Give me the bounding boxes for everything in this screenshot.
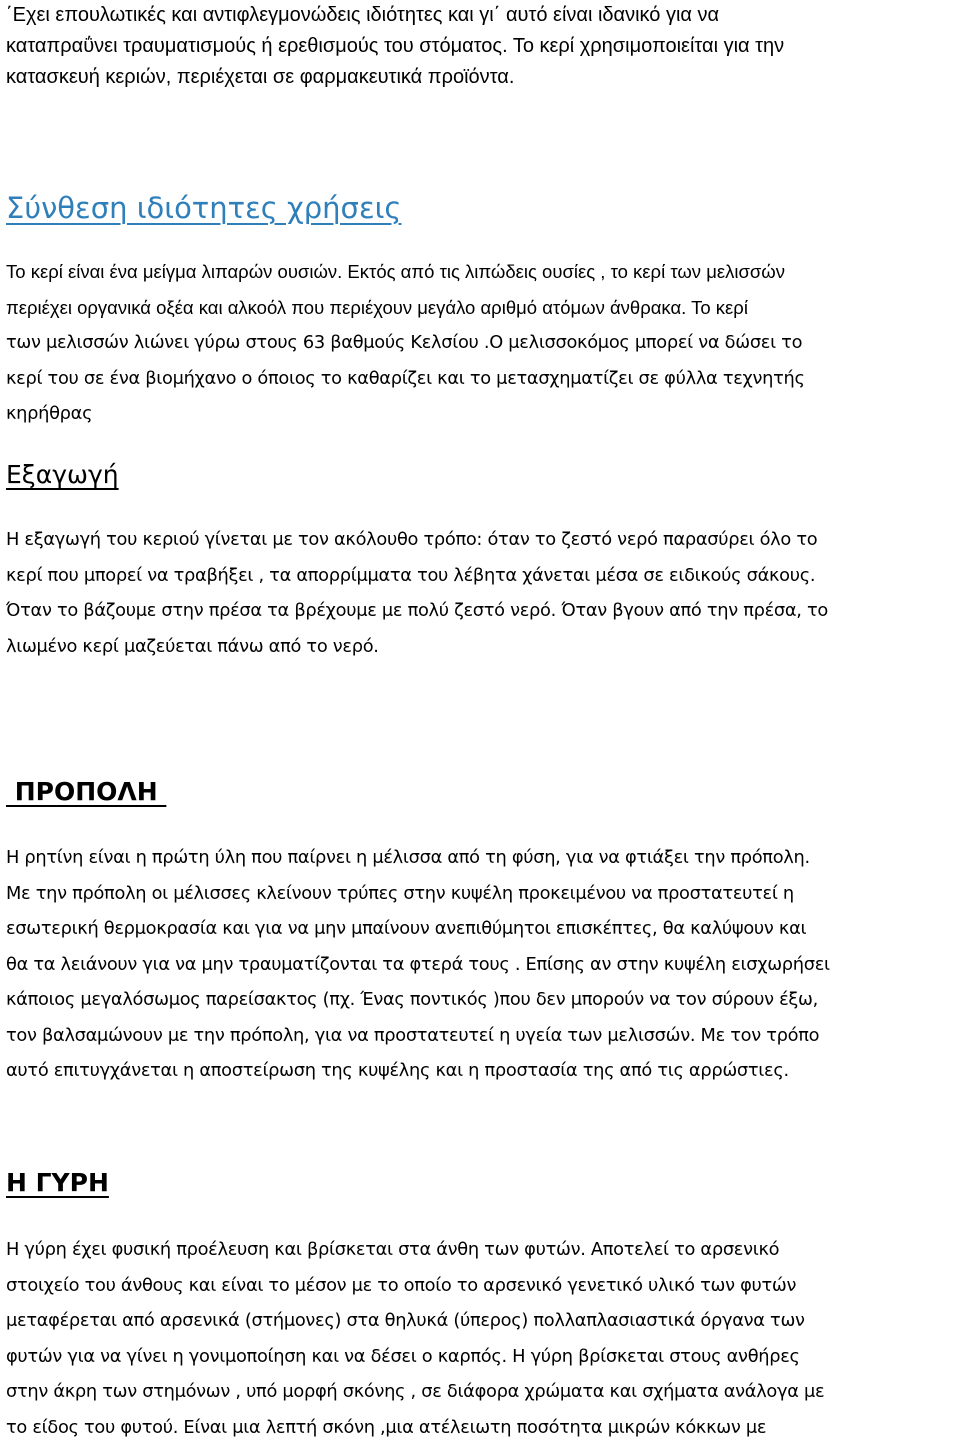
section-heading-extraction: Εξαγωγή [6,456,119,494]
intro-line: ΄Εχει επουλωτικές και αντιφλεγμονώδεις ιδιότητες και γι΄ αυτό είναι ιδανικό για να [6,0,956,31]
paragraph-line: Η ρητίνη είναι η πρώτη ύλη που παίρνει η μέλισσα από τη φύση, για να φτιάξει την πρόπολη. [6,840,960,876]
propolis-paragraph [6,840,960,1089]
paragraph-line: κερί που μπορεί να τραβήξει , τα απορρίμματα του λέβητα χάνεται μέσα σε ειδικούς σάκους. [6,558,960,594]
paragraph-line: κηρήθρας [6,396,960,432]
paragraph-line: τον βαλσαμώνουν με την πρόπολη, για να προστατευτεί η υγεία των μελισσών. Με τον τρόπο [6,1018,960,1054]
section-heading-pollen: Η ΓΥΡΗ [6,1164,109,1202]
paragraph-line: φυτών για να γίνει η γονιμοποίηση και να δέσει ο καρπός. Η γύρη βρίσκεται στους ανθήρες [6,1339,960,1375]
paragraph-line: το είδος του φυτού. Είναι μια λεπτή σκόνη ,μια ατέλειωτη ποσότητα μικρών κόκκων με [6,1410,960,1445]
paragraph-line: των μελισσών λιώνει γύρω στους 63 βαθμούς Κελσίου .Ο μελισσοκόμος μπορεί να δώσει το [6,325,960,361]
synthesis-paragraph [6,254,960,432]
paragraph-line: μεταφέρεται από αρσενικά (στήμονες) στα θηλυκά (ύπερος) πολλαπλασιαστικά όργανα των [6,1303,960,1339]
section-heading-propolis: ΠΡΟΠΟΛΗ [6,773,166,811]
paragraph-line: κάποιος μεγαλόσωμος παρείσακτος (πχ. Ένας ποντικός )που δεν μπορούν να τον σύρουν έξω, [6,982,960,1018]
paragraph-line: αυτό επιτυγχάνεται η αποστείρωση της κυψέλης και η προστασία της από τις αρρώστιες. [6,1053,960,1089]
paragraph-line: Η γύρη έχει φυσική προέλευση και βρίσκεται στα άνθη των φυτών. Αποτελεί το αρσενικό [6,1232,960,1268]
paragraph-line: Η εξαγωγή του κεριού γίνεται με τον ακόλουθο τρόπο: όταν το ζεστό νερό παρασύρει όλο το [6,522,960,558]
section-heading-synthesis: Σύνθεση ιδιότητες χρήσεις [6,186,401,230]
paragraph-line: Το κερί είναι ένα μείγμα λιπαρών ουσιών. Εκτός από τις λιπώδεις ουσίες , το κερί των μελισσών [6,254,960,290]
intro-line: κατασκευή κεριών, περιέχεται σε φαρμακευτικά προϊόντα. [6,62,956,93]
paragraph-line: θα τα λειάνουν για να μην τραυματίζονται τα φτερά τους . Επίσης αν στην κυψέλη εισχωρήσει [6,947,960,983]
paragraph-line: κερί του σε ένα βιομήχανο ο όποιος το καθαρίζει και το μετασχηματίζει σε φύλλα τεχνητής [6,361,960,397]
paragraph-line: Όταν το βάζουμε στην πρέσα τα βρέχουμε με πολύ ζεστό νερό. Όταν βγουν από την πρέσα, το [6,593,960,629]
intro-paragraph [6,0,956,93]
extraction-paragraph [6,522,960,664]
paragraph-line: λιωμένο κερί μαζεύεται πάνω από το νερό. [6,629,960,665]
paragraph-line: περιέχει οργανικά οξέα και αλκοόλ που περιέχουν μεγάλο αριθμό ατόμων άνθρακα. Το κερί [6,290,960,326]
paragraph-line: στοιχείο του άνθους και είναι το μέσον με το οποίο το αρσενικό γενετικό υλικό των φυτών [6,1268,960,1304]
paragraph-line: εσωτερική θερμοκρασία και για να μην μπαίνουν ανεπιθύμητοι επισκέπτες, θα καλύψουν και [6,911,960,947]
paragraph-line: Με την πρόπολη οι μέλισσες κλείνουν τρύπες στην κυψέλη προκειμένου να προστατευτεί η [6,876,960,912]
paragraph-line: στην άκρη των στημόνων , υπό μορφή σκόνης , σε διάφορα χρώματα και σχήματα ανάλογα με [6,1374,960,1410]
pollen-paragraph [6,1232,960,1445]
intro-line: καταπραΰνει τραυματισμούς ή ερεθισμούς του στόματος. Το κερί χρησιμοποιείται για την [6,31,956,62]
